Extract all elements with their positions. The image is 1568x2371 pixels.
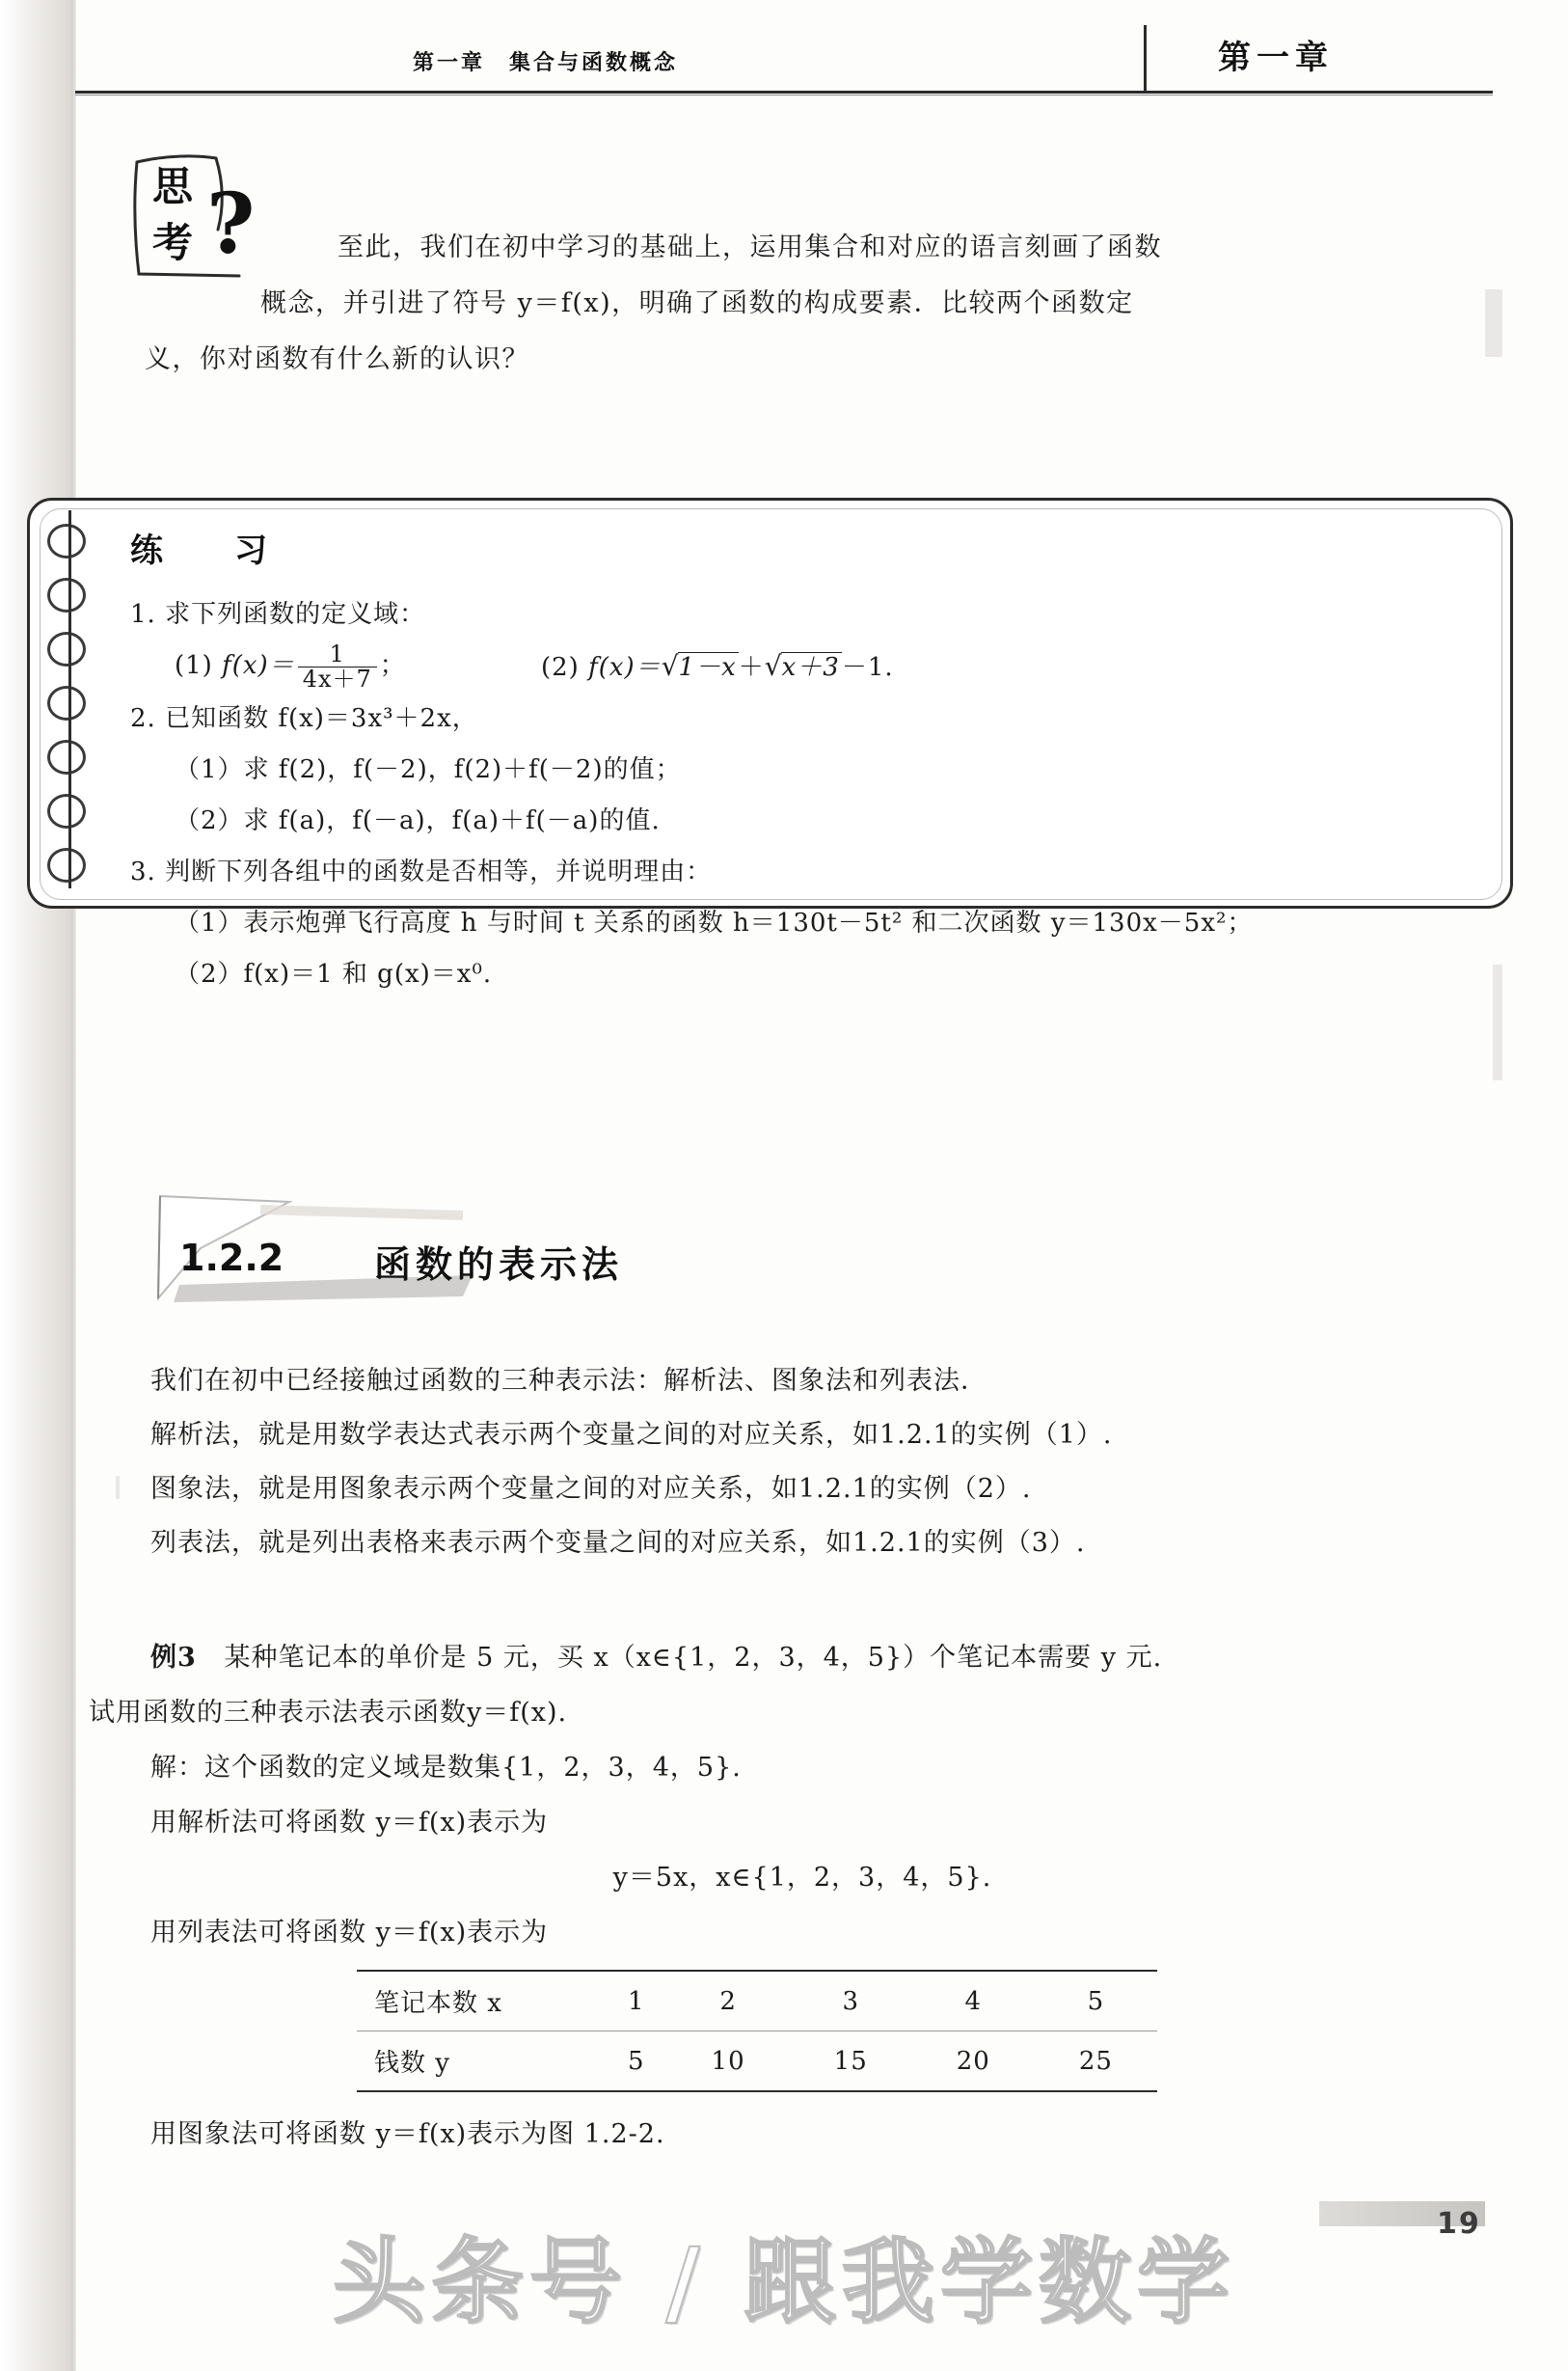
exercise-item-1-text: 求下列函数的定义域： [165, 600, 426, 629]
svg-text:考: 考 [152, 219, 194, 266]
example-label: 例3 [150, 1643, 197, 1673]
table-cell: 4 [912, 1971, 1035, 2031]
table-wrapper [357, 1970, 1157, 2090]
exercise-heading: 练 习 [130, 531, 286, 570]
notebook-ring [47, 686, 86, 721]
example-analytic-intro: 用解析法可将函数 y＝f(x)表示为 [150, 1808, 549, 1838]
think-paragraph-line-1: 至此，我们在初中学习的基础上，运用集合和对应的语言刻画了函数 [338, 232, 1162, 262]
example-block [89, 1630, 1458, 1960]
radical-sign: √ [661, 650, 680, 682]
example-heading-line [150, 1630, 1458, 1685]
example-graph-intro: 用图象法可将函数 y＝f(x)表示为图 1.2-2. [150, 2119, 665, 2149]
table-cell: 20 [912, 2031, 1035, 2091]
radical-sign: √ [764, 650, 783, 682]
exercise-item-1-stem [130, 589, 1461, 640]
exercise-item-1-parts [175, 640, 1461, 694]
fraction-numerator: 1 [298, 642, 377, 668]
think-paragraph-line-2: 概念，并引进了符号 y＝f(x)，明确了函数的构成要素．比较两个函数定 [260, 288, 1134, 318]
notebook-ring [47, 848, 86, 883]
fraction [298, 642, 377, 692]
exercise-item-1-number: 1. [130, 600, 156, 629]
exercise-item-3-stem [130, 847, 1461, 898]
radicand: 1－x [678, 653, 737, 682]
example-table-intro: 用列表法可将函数 y＝f(x)表示为 [150, 1918, 549, 1948]
table-cell: 2 [667, 1971, 790, 2031]
body-line-1: 我们在初中已经接触过函数的三种表示法：解析法、图象法和列表法． [150, 1366, 987, 1396]
radicand: x＋3 [781, 653, 840, 682]
table-cell: 15 [790, 2031, 912, 2091]
think-paragraph [145, 220, 1389, 388]
example-solution-domain: 解：这个函数的定义域是数集{1，2，3，4，5}. [150, 1753, 742, 1783]
scan-binding-gutter [0, 0, 75, 2371]
example-value-table [357, 1970, 1157, 2090]
header-vertical-bar [1144, 25, 1147, 93]
exercise-item-2-stem [130, 694, 1461, 745]
section-number: 1.2.2 [179, 1237, 284, 1279]
example-analytic-equation: y＝5x，x∈{1，2，3，4，5}. [612, 1863, 992, 1893]
svg-text:思: 思 [152, 163, 194, 210]
notebook-ring [47, 632, 86, 667]
notebook-ring [47, 578, 86, 613]
exercise-item-2-part-2: （2）求 f(a)，f(－a)，f(a)＋f(－a)的值. [175, 806, 661, 835]
table-cell: 3 [790, 1971, 912, 2031]
exercise-item-2-text: 已知函数 f(x)＝3x³＋2x， [165, 704, 478, 733]
part-expression-prefix: f(x)＝ [222, 651, 295, 680]
part-label: (1) [175, 651, 213, 680]
scan-speck [116, 1476, 120, 1499]
page-header [75, 25, 1522, 100]
header-divider-rule [75, 91, 1493, 94]
part-suffix: ； [379, 651, 406, 680]
running-head-chapter-title: 第一章 集合与函数概念 [413, 51, 679, 75]
section-heading-block [145, 1192, 878, 1304]
square-root-2 [765, 640, 842, 694]
exercise-item-2-part-1: （1）求 f(2)，f(－2)，f(2)＋f(－2)的值； [175, 755, 682, 784]
exercise-list [130, 589, 1461, 1000]
exercise-item-1-part-2 [541, 640, 894, 694]
example-statement: 某种笔记本的单价是 5 元，买 x（x∈{1，2，3，4，5}）个笔记本需要 y 元. [224, 1643, 1163, 1673]
part-label: (2) [541, 653, 580, 682]
scan-speck [1485, 289, 1502, 357]
table-cell: 5 [1035, 1971, 1157, 2031]
notebook-ring [47, 524, 86, 559]
table-row-label-y: 钱数 y [357, 2031, 606, 2091]
exercise-item-3-number: 3. [130, 858, 156, 886]
section-body-text [150, 1354, 1423, 1570]
scan-gutter-edge [71, 0, 76, 2371]
table-cell: 10 [667, 2031, 790, 2091]
notebook-price-table [357, 1970, 1157, 2090]
body-line-3: 图象法，就是用图象表示两个变量之间的对应关系，如1.2.1的实例（2）. [150, 1474, 1032, 1504]
exercise-item-2-number: 2. [130, 704, 156, 733]
exercise-item-3-part-2: （2）f(x)＝1 和 g(x)＝x⁰. [175, 960, 493, 989]
table-cell: 25 [1035, 2031, 1157, 2091]
notebook-ring [47, 740, 86, 775]
part-expression-prefix: f(x)＝ [588, 653, 662, 682]
watermark-text: 头条号 / 跟我学数学 [333, 2228, 1235, 2336]
notebook-ring [47, 794, 86, 829]
table-row [357, 2031, 1157, 2091]
table-cell: 5 [606, 2031, 667, 2091]
table-bottom-rule [357, 2090, 1157, 2092]
square-root-1 [662, 640, 739, 694]
fraction-denominator: 4x＋7 [302, 666, 372, 694]
body-line-2: 解析法，就是用数学表达式表示两个变量之间的对应关系，如1.2.1的实例（1）. [150, 1420, 1113, 1450]
notebook-spine-line [68, 510, 71, 888]
operator-plus: ＋ [738, 653, 765, 682]
body-line-4: 列表法，就是列出表格来表示两个变量之间的对应关系，如1.2.1的实例（3）. [150, 1528, 1086, 1558]
running-head-chapter-number: 第一章 [1218, 39, 1334, 77]
example-statement-line-2: 试用函数的三种表示法表示函数y＝f(x). [89, 1698, 568, 1728]
exercise-box [27, 498, 1513, 989]
scan-speck [1493, 965, 1502, 1080]
part-suffix: －1. [841, 653, 894, 682]
table-row [357, 1971, 1157, 2031]
exercise-item-1-part-1 [175, 640, 541, 694]
table-row-label-x: 笔记本数 x [357, 1971, 606, 2031]
exercise-item-3-text: 判断下列各组中的函数是否相等，并说明理由： [165, 858, 713, 886]
table-cell: 1 [606, 1971, 667, 2031]
think-paragraph-line-3: 义，你对函数有什么新的认识？ [145, 344, 529, 374]
page-number: 19 [1437, 2207, 1481, 2241]
section-title: 函数的表示法 [374, 1243, 624, 1286]
svg-text:?: ? [206, 176, 256, 273]
exercise-item-3-part-1: （1）表示炮弹飞行高度 h 与时间 t 关系的函数 h＝130t－5t² 和二次函数 y＝130x－5x²； [175, 909, 1254, 938]
